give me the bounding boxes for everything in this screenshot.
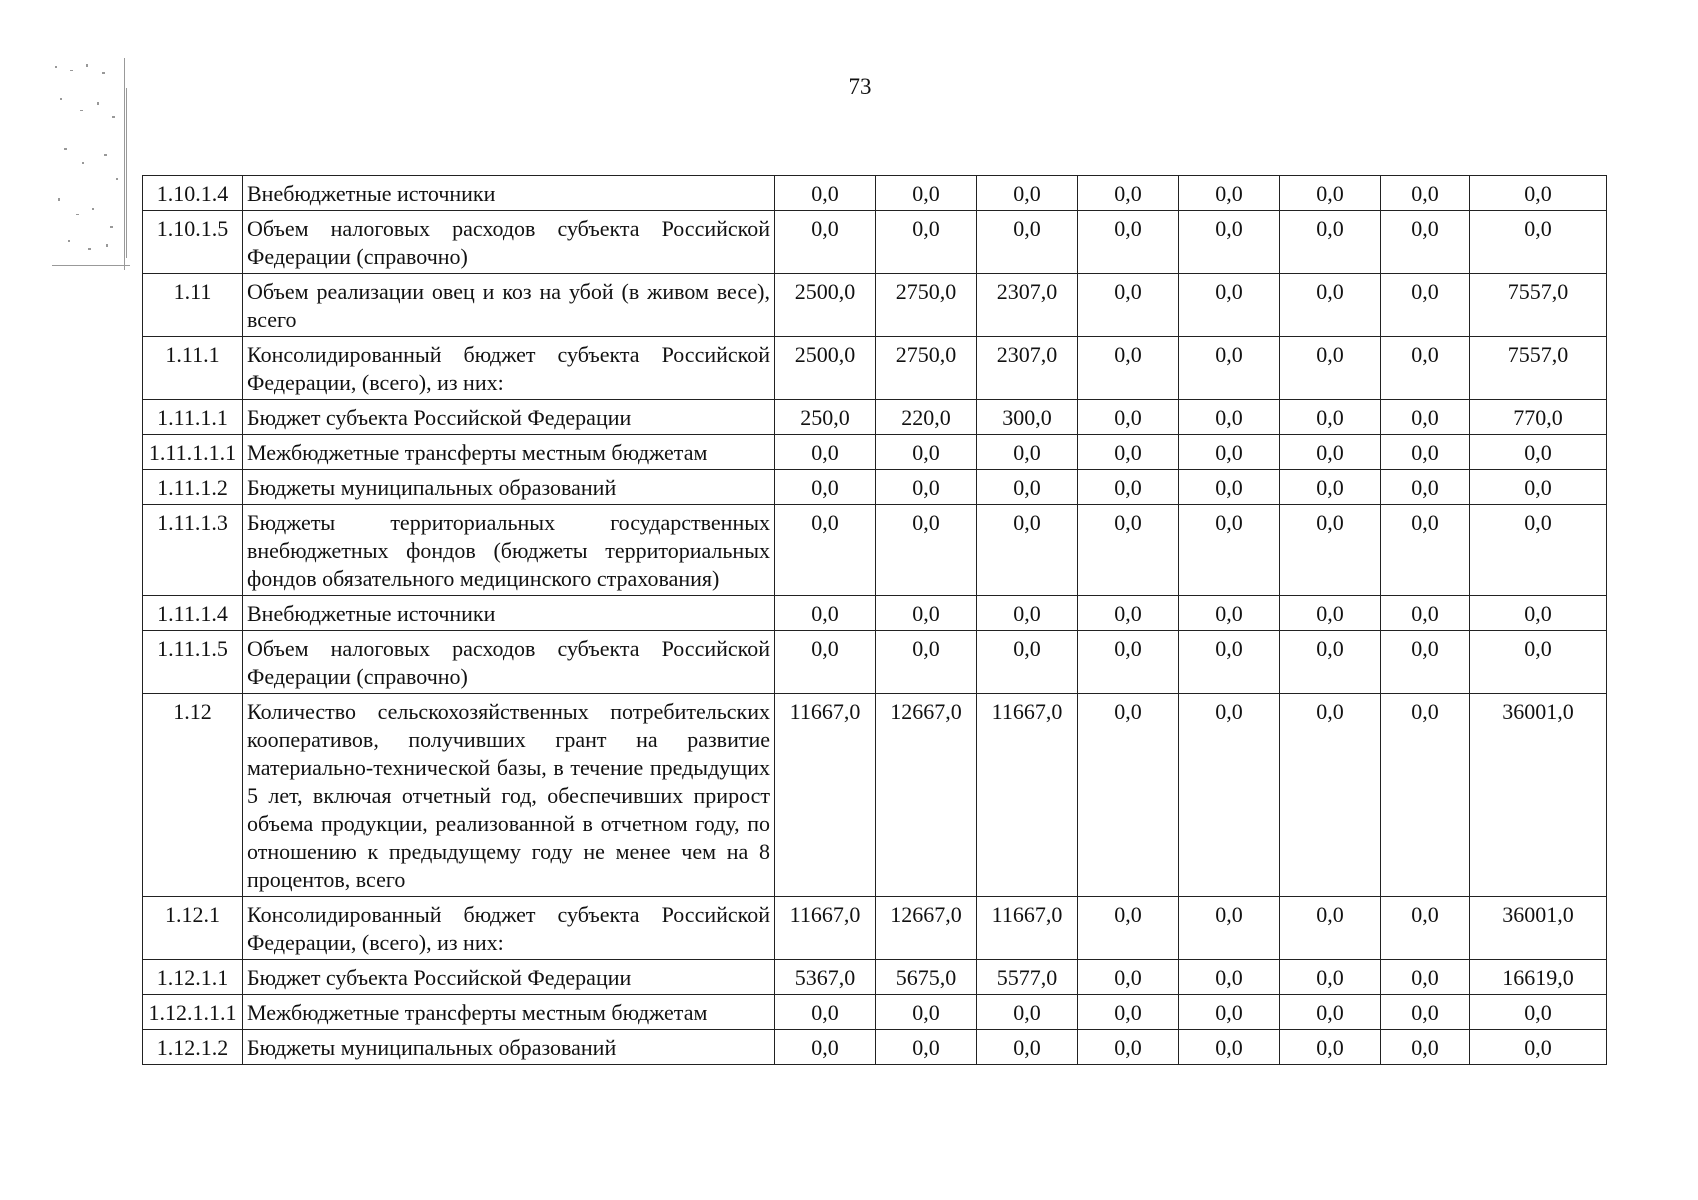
row-value: 0,0 xyxy=(1381,897,1470,960)
row-value: 11667,0 xyxy=(977,897,1078,960)
row-value: 2500,0 xyxy=(775,274,876,337)
row-name: Бюджеты муниципальных образований xyxy=(243,1030,775,1065)
row-value: 0,0 xyxy=(1280,176,1381,211)
row-value: 0,0 xyxy=(1381,211,1470,274)
row-value: 0,0 xyxy=(1179,596,1280,631)
row-value: 0,0 xyxy=(775,1030,876,1065)
row-name: Объем налоговых расходов субъекта Российской Федерации (справочно) xyxy=(243,631,775,694)
row-value: 0,0 xyxy=(775,995,876,1030)
row-value: 0,0 xyxy=(1381,337,1470,400)
row-value: 0,0 xyxy=(1280,435,1381,470)
row-code: 1.11.1.1 xyxy=(143,400,243,435)
row-value: 0,0 xyxy=(1078,596,1179,631)
row-value: 0,0 xyxy=(775,176,876,211)
row-name: Внебюджетные источники xyxy=(243,176,775,211)
row-value: 0,0 xyxy=(1179,400,1280,435)
row-value: 0,0 xyxy=(1381,176,1470,211)
row-value: 0,0 xyxy=(1179,470,1280,505)
row-value: 0,0 xyxy=(1078,337,1179,400)
row-total-value: 0,0 xyxy=(1470,176,1607,211)
table-row xyxy=(143,1030,1607,1065)
row-value: 0,0 xyxy=(876,470,977,505)
row-total-value: 0,0 xyxy=(1470,1030,1607,1065)
row-value: 0,0 xyxy=(1179,694,1280,897)
row-value: 0,0 xyxy=(1179,505,1280,596)
row-total-value: 0,0 xyxy=(1470,211,1607,274)
row-value: 0,0 xyxy=(1381,505,1470,596)
row-value: 0,0 xyxy=(1179,435,1280,470)
row-total-value: 0,0 xyxy=(1470,435,1607,470)
row-value: 0,0 xyxy=(1078,435,1179,470)
row-value: 0,0 xyxy=(1381,694,1470,897)
table-row xyxy=(143,176,1607,211)
row-name: Бюджеты территориальных государственных внебюджетных фондов (бюджеты территориальных фондов обязательного медицинского страхования) xyxy=(243,505,775,596)
row-code: 1.11.1 xyxy=(143,337,243,400)
row-value: 0,0 xyxy=(1381,435,1470,470)
row-value: 12667,0 xyxy=(876,694,977,897)
row-value: 0,0 xyxy=(977,176,1078,211)
row-value: 0,0 xyxy=(1179,211,1280,274)
row-value: 250,0 xyxy=(775,400,876,435)
row-value: 0,0 xyxy=(1381,596,1470,631)
row-value: 0,0 xyxy=(775,505,876,596)
table-row xyxy=(143,435,1607,470)
row-value: 0,0 xyxy=(1078,995,1179,1030)
row-value: 0,0 xyxy=(1280,596,1381,631)
table-row xyxy=(143,631,1607,694)
row-value: 0,0 xyxy=(1078,694,1179,897)
row-value: 2307,0 xyxy=(977,337,1078,400)
row-name: Консолидированный бюджет субъекта Российской Федерации, (всего), из них: xyxy=(243,897,775,960)
row-total-value: 16619,0 xyxy=(1470,960,1607,995)
table-row xyxy=(143,596,1607,631)
row-total-value: 7557,0 xyxy=(1470,274,1607,337)
row-value: 0,0 xyxy=(1381,960,1470,995)
row-value: 0,0 xyxy=(1078,470,1179,505)
row-value: 0,0 xyxy=(1280,995,1381,1030)
row-value: 0,0 xyxy=(876,631,977,694)
row-total-value: 0,0 xyxy=(1470,995,1607,1030)
row-value: 0,0 xyxy=(876,1030,977,1065)
row-value: 0,0 xyxy=(775,435,876,470)
row-value: 0,0 xyxy=(1078,505,1179,596)
row-value: 0,0 xyxy=(1179,274,1280,337)
row-value: 0,0 xyxy=(775,470,876,505)
row-value: 0,0 xyxy=(775,596,876,631)
row-value: 5577,0 xyxy=(977,960,1078,995)
table-row xyxy=(143,470,1607,505)
row-value: 12667,0 xyxy=(876,897,977,960)
row-total-value: 36001,0 xyxy=(1470,897,1607,960)
row-name: Количество сельскохозяйственных потребительских кооперативов, получивших грант на развитие материально-технической базы, в течение предыдущих 5 лет, включая отчетный год, обеспечивших прирост объема продукции, реализованной в отчетном году, по отношению к предыдущему году не менее чем на 8 процентов, всего xyxy=(243,694,775,897)
row-value: 2750,0 xyxy=(876,274,977,337)
row-value: 0,0 xyxy=(977,470,1078,505)
page-number: 73 xyxy=(848,74,872,99)
row-code: 1.10.1.4 xyxy=(143,176,243,211)
row-code: 1.10.1.5 xyxy=(143,211,243,274)
table-row xyxy=(143,400,1607,435)
row-total-value: 770,0 xyxy=(1470,400,1607,435)
row-value: 0,0 xyxy=(1179,897,1280,960)
row-value: 2500,0 xyxy=(775,337,876,400)
row-name: Объем реализации овец и коз на убой (в живом весе), всего xyxy=(243,274,775,337)
row-code: 1.11.1.2 xyxy=(143,470,243,505)
row-value: 0,0 xyxy=(1179,631,1280,694)
row-code: 1.12.1 xyxy=(143,897,243,960)
row-value: 0,0 xyxy=(1179,337,1280,400)
row-total-value: 0,0 xyxy=(1470,470,1607,505)
row-value: 0,0 xyxy=(1280,960,1381,995)
row-code: 1.11.1.4 xyxy=(143,596,243,631)
row-value: 0,0 xyxy=(1381,400,1470,435)
row-value: 5675,0 xyxy=(876,960,977,995)
row-value: 0,0 xyxy=(977,1030,1078,1065)
table-row xyxy=(143,995,1607,1030)
row-value: 0,0 xyxy=(1280,400,1381,435)
row-value: 2307,0 xyxy=(977,274,1078,337)
budget-table xyxy=(142,175,1607,1065)
row-name: Бюджет субъекта Российской Федерации xyxy=(243,960,775,995)
row-value: 0,0 xyxy=(1078,211,1179,274)
row-code: 1.11.1.1.1 xyxy=(143,435,243,470)
scan-artifact-mark xyxy=(52,58,137,270)
row-value: 0,0 xyxy=(1381,995,1470,1030)
row-value: 2750,0 xyxy=(876,337,977,400)
row-value: 0,0 xyxy=(1381,1030,1470,1065)
row-value: 220,0 xyxy=(876,400,977,435)
row-code: 1.12 xyxy=(143,694,243,897)
row-value: 0,0 xyxy=(775,631,876,694)
row-name: Межбюджетные трансферты местным бюджетам xyxy=(243,435,775,470)
row-value: 11667,0 xyxy=(775,694,876,897)
row-value: 0,0 xyxy=(1280,211,1381,274)
row-value: 0,0 xyxy=(1280,470,1381,505)
row-value: 0,0 xyxy=(876,211,977,274)
row-name: Объем налоговых расходов субъекта Российской Федерации (справочно) xyxy=(243,211,775,274)
row-value: 0,0 xyxy=(977,435,1078,470)
row-code: 1.12.1.1 xyxy=(143,960,243,995)
row-value: 0,0 xyxy=(775,211,876,274)
row-value: 300,0 xyxy=(977,400,1078,435)
row-total-value: 0,0 xyxy=(1470,505,1607,596)
table-row xyxy=(143,211,1607,274)
table-row xyxy=(143,897,1607,960)
row-value: 0,0 xyxy=(1280,337,1381,400)
table-row xyxy=(143,505,1607,596)
row-value: 0,0 xyxy=(1078,176,1179,211)
row-value: 0,0 xyxy=(977,211,1078,274)
row-code: 1.12.1.1.1 xyxy=(143,995,243,1030)
row-name: Межбюджетные трансферты местным бюджетам xyxy=(243,995,775,1030)
table-row xyxy=(143,694,1607,897)
row-value: 0,0 xyxy=(876,435,977,470)
row-value: 0,0 xyxy=(1280,1030,1381,1065)
row-value: 11667,0 xyxy=(775,897,876,960)
row-code: 1.11.1.3 xyxy=(143,505,243,596)
row-value: 0,0 xyxy=(977,631,1078,694)
table-body xyxy=(143,176,1607,1065)
row-name: Внебюджетные источники xyxy=(243,596,775,631)
row-name: Консолидированный бюджет субъекта Российской Федерации, (всего), из них: xyxy=(243,337,775,400)
row-value: 0,0 xyxy=(1179,960,1280,995)
row-value: 0,0 xyxy=(1179,176,1280,211)
row-value: 0,0 xyxy=(1280,274,1381,337)
table-row xyxy=(143,274,1607,337)
row-total-value: 36001,0 xyxy=(1470,694,1607,897)
row-value: 0,0 xyxy=(1179,1030,1280,1065)
row-code: 1.11 xyxy=(143,274,243,337)
row-total-value: 0,0 xyxy=(1470,631,1607,694)
row-value: 0,0 xyxy=(1078,400,1179,435)
row-value: 5367,0 xyxy=(775,960,876,995)
row-value: 0,0 xyxy=(1280,897,1381,960)
row-code: 1.11.1.5 xyxy=(143,631,243,694)
row-value: 0,0 xyxy=(1078,274,1179,337)
row-value: 0,0 xyxy=(1280,631,1381,694)
row-value: 0,0 xyxy=(1078,960,1179,995)
row-value: 0,0 xyxy=(977,505,1078,596)
row-value: 0,0 xyxy=(977,995,1078,1030)
row-name: Бюджеты муниципальных образований xyxy=(243,470,775,505)
row-code: 1.12.1.2 xyxy=(143,1030,243,1065)
row-total-value: 0,0 xyxy=(1470,596,1607,631)
row-value: 0,0 xyxy=(876,176,977,211)
row-value: 0,0 xyxy=(1280,505,1381,596)
table-row xyxy=(143,960,1607,995)
row-value: 0,0 xyxy=(1078,631,1179,694)
row-value: 0,0 xyxy=(876,596,977,631)
row-value: 11667,0 xyxy=(977,694,1078,897)
row-value: 0,0 xyxy=(1381,631,1470,694)
row-value: 0,0 xyxy=(1078,1030,1179,1065)
row-value: 0,0 xyxy=(977,596,1078,631)
row-value: 0,0 xyxy=(1381,470,1470,505)
row-value: 0,0 xyxy=(1179,995,1280,1030)
row-value: 0,0 xyxy=(876,505,977,596)
row-total-value: 7557,0 xyxy=(1470,337,1607,400)
row-value: 0,0 xyxy=(1280,694,1381,897)
row-value: 0,0 xyxy=(1381,274,1470,337)
row-value: 0,0 xyxy=(1078,897,1179,960)
row-name: Бюджет субъекта Российской Федерации xyxy=(243,400,775,435)
row-value: 0,0 xyxy=(876,995,977,1030)
table-row xyxy=(143,337,1607,400)
